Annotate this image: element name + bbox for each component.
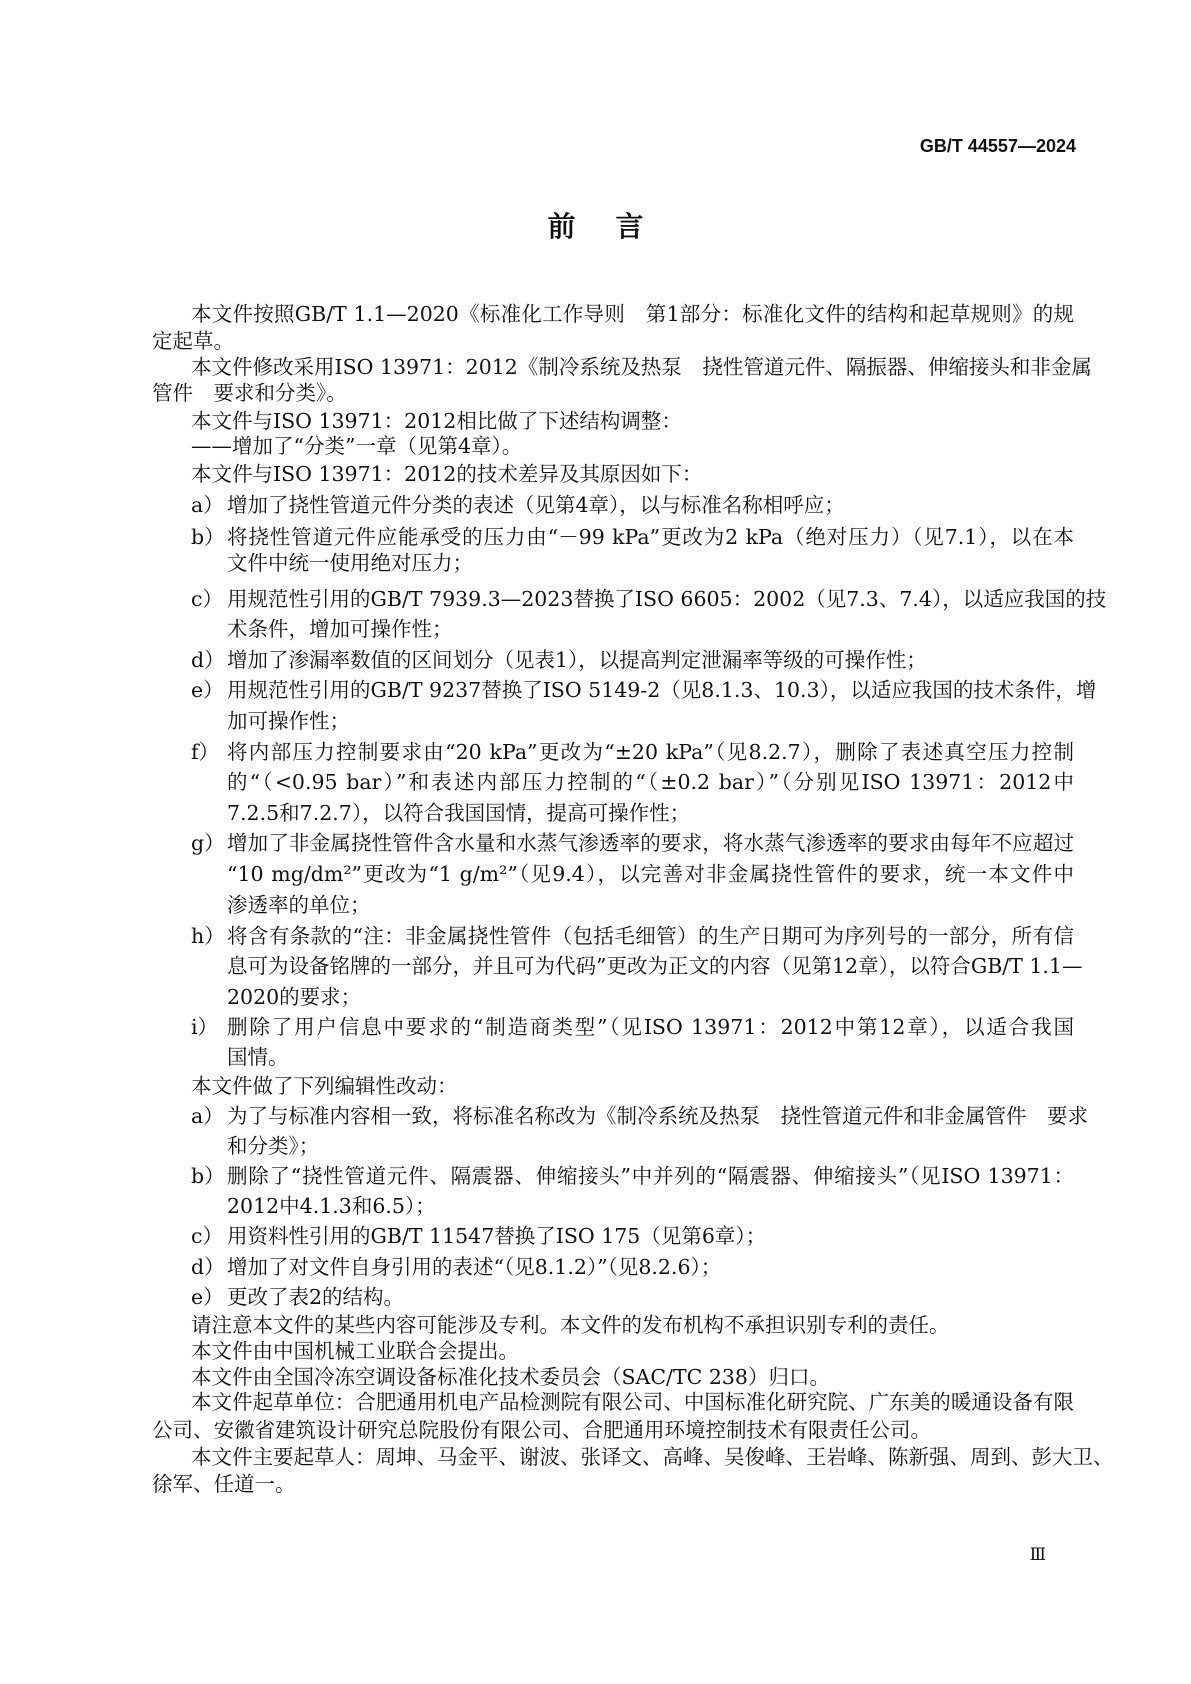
text-line: 公司、安徽省建筑设计研究总院股份有限公司、合肥通用环境控制技术有限责任公司。 bbox=[152, 1418, 931, 1442]
list-item-label: c） bbox=[191, 587, 223, 611]
list-item-text: 删除了“挠性管道元件、隔震器、伸缩接头”中并列的“隔震器、伸缩接头”（见ISO 13971： bbox=[227, 1164, 1074, 1188]
text-line: 本文件由中国机械工业联合会提出。 bbox=[191, 1339, 519, 1363]
list-item-label: e） bbox=[191, 678, 224, 702]
text-line: 2020的要求； bbox=[227, 985, 362, 1009]
list-item-text: 增加了渗漏率数值的区间划分（见表1），以提高判定泄漏率等级的可操作性； bbox=[227, 648, 927, 672]
page-number: Ⅲ bbox=[1029, 1545, 1046, 1565]
list-item-label: a） bbox=[191, 1104, 224, 1128]
text-line: 本文件主要起草人：周坤、马金平、谢波、张译文、高峰、吴俊峰、王岩峰、陈新强、周到、彭大卫、 bbox=[191, 1445, 1114, 1469]
text-line: 定起草。 bbox=[152, 329, 234, 353]
list-item-label: c） bbox=[191, 1224, 223, 1248]
text-line: ——增加了“分类”一章（见第4章）。 bbox=[191, 434, 523, 458]
list-item-label: e） bbox=[191, 1285, 224, 1309]
list-item-label: i） bbox=[191, 1015, 219, 1039]
page-title: 前言 bbox=[547, 210, 684, 243]
list-item-text: 增加了挠性管道元件分类的表述（见第4章），以与标准名称相呼应； bbox=[227, 493, 845, 517]
list-item-label: a） bbox=[191, 493, 224, 517]
text-line: 的“（<0.95 bar）”和表述内部压力控制的“（±0.2 bar）”（分别见ISO 13971：2012中 bbox=[227, 770, 1074, 794]
list-item-text: 增加了非金属挠性管件含水量和水蒸气渗透率的要求，将水蒸气渗透率的要求由每年不应超过 bbox=[227, 831, 1074, 855]
list-item-text: 将内部压力控制要求由“20 kPa”更改为“±20 kPa”（见8.2.7），删除了表述真空压力控制 bbox=[227, 740, 1074, 764]
text-line: 文件中统一使用绝对压力； bbox=[227, 551, 473, 575]
list-item-text: 用规范性引用的GB/T 9237替换了ISO 5149-2（见8.1.3、10.3），以适应我国的技术条件，增 bbox=[227, 678, 1097, 702]
list-item-label: b） bbox=[191, 525, 225, 549]
text-line: 加可操作性； bbox=[227, 709, 350, 733]
text-line: 本文件与ISO 13971：2012的技术差异及其原因如下： bbox=[191, 462, 703, 486]
list-item-text: 更改了表2的结构。 bbox=[227, 1285, 405, 1309]
text-line: “10 mg/dm²”更改为“1 g/m²”（见9.4），以完善对非金属挠性管件的要求，统一本文件中 bbox=[227, 862, 1074, 886]
text-line: 请注意本文件的某些内容可能涉及专利。本文件的发布机构不承担识别专利的责任。 bbox=[191, 1313, 950, 1337]
standard-number: GB/T 44557—2024 bbox=[919, 136, 1076, 156]
text-line: 和分类》； bbox=[227, 1134, 320, 1158]
text-line: 本文件按照GB/T 1.1—2020《标准化工作导则 第1部分：标准化文件的结构和起草规则》的规 bbox=[191, 302, 1074, 326]
text-line: 徐军、任道一。 bbox=[152, 1472, 296, 1496]
list-item-text: 用资料性引用的GB/T 11547替换了ISO 175（见第6章）； bbox=[227, 1224, 767, 1248]
text-line: 渗透率的单位； bbox=[227, 893, 371, 917]
list-item-label: d） bbox=[191, 1255, 225, 1279]
text-line: 本文件修改采用ISO 13971：2012《制冷系统及热泵 挠性管道元件、隔振器、伸缩接头和非金属 bbox=[191, 355, 1092, 379]
text-line: 术条件，增加可操作性； bbox=[227, 617, 453, 641]
list-item-label: f） bbox=[191, 740, 220, 764]
list-item-text: 为了与标准内容相一致，将标准名称改为《制冷系统及热泵 挠性管道元件和非金属管件 要求 bbox=[227, 1104, 1088, 1128]
list-item-label: b） bbox=[191, 1164, 225, 1188]
text-line: 本文件由全国冷冻空调设备标准化技术委员会（SAC/TC 238）归口。 bbox=[191, 1365, 830, 1389]
list-item-label: h） bbox=[191, 924, 225, 948]
list-item-text: 删除了用户信息中要求的“制造商类型”（见ISO 13971：2012中第12章），以适合我国 bbox=[227, 1015, 1074, 1039]
list-item-label: d） bbox=[191, 648, 225, 672]
text-line: 管件 要求和分类》。 bbox=[152, 381, 347, 405]
list-item-text: 将含有条款的“注：非金属挠性管件（包括毛细管）的生产日期可为序列号的一部分，所有信 bbox=[227, 924, 1074, 948]
text-line: 2012中4.1.3和6.5）； bbox=[227, 1194, 436, 1218]
text-line: 本文件做了下列编辑性改动： bbox=[191, 1074, 458, 1098]
text-line: 国情。 bbox=[227, 1045, 289, 1069]
list-item-text: 将挠性管道元件应能承受的压力由“－99 kPa”更改为2 kPa（绝对压力）（见7.1），以在本 bbox=[227, 525, 1074, 549]
text-line: 本文件与ISO 13971：2012相比做了下述结构调整： bbox=[191, 409, 682, 433]
text-line: 本文件起草单位：合肥通用机电产品检测院有限公司、中国标准化研究院、广东美的暖通设备有限 bbox=[191, 1390, 1074, 1414]
text-line: 息可为设备铭牌的一部分，并且可为代码”更改为正文的内容（见第12章），以符合GB/T 1.1— bbox=[227, 954, 1083, 978]
list-item-label: g） bbox=[191, 831, 225, 855]
list-item-text: 增加了对文件自身引用的表述“（见8.1.2）”（见8.2.6）； bbox=[227, 1255, 722, 1279]
list-item-text: 用规范性引用的GB/T 7939.3—2023替换了ISO 6605：2002（见7.3、7.4），以适应我国的技 bbox=[227, 587, 1107, 611]
text-line: 7.2.5和7.2.7），以符合我国国情，提高可操作性； bbox=[227, 801, 691, 825]
